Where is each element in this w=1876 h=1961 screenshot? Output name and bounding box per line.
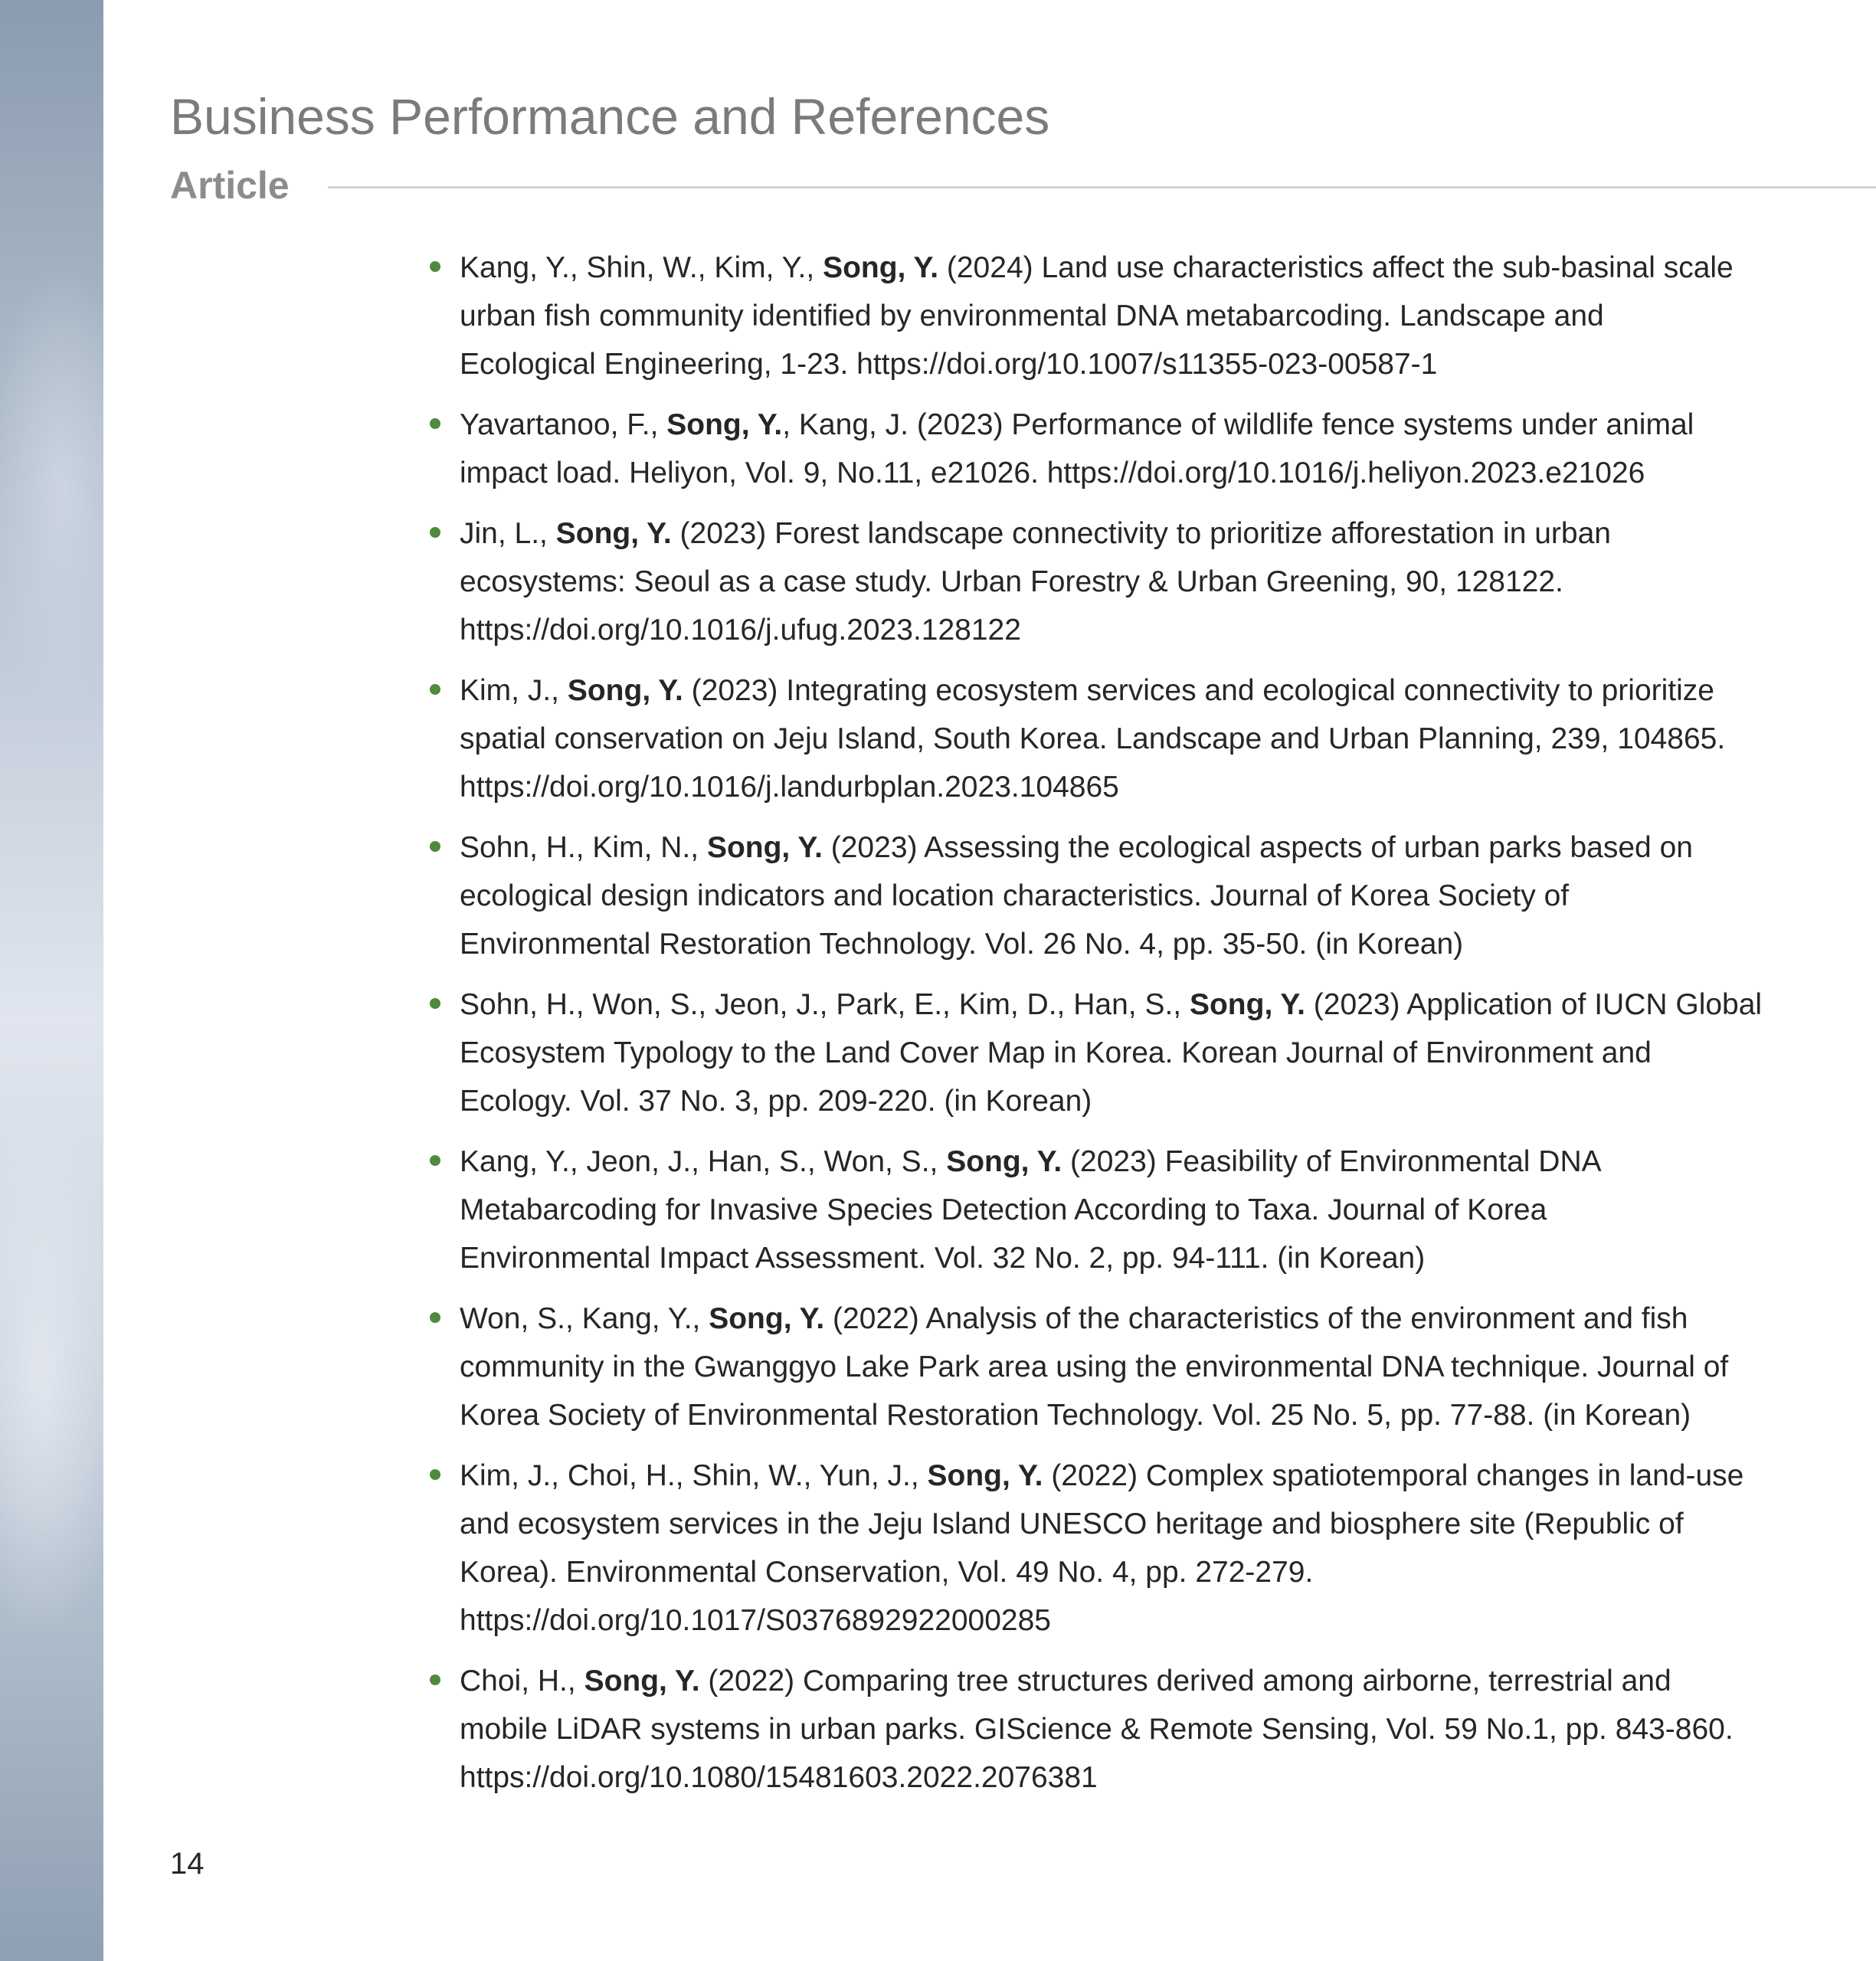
bullet-icon: [430, 841, 440, 852]
reference-line: [460, 872, 1724, 920]
reference-text: Won, S., Kang, Y.,: [460, 1302, 709, 1335]
page-number: 14: [170, 1847, 205, 1881]
highlighted-author: Song, Y.: [584, 1665, 700, 1697]
bullet-icon: [430, 527, 440, 538]
highlighted-author: Song, Y.: [946, 1145, 1062, 1178]
reference-line: [460, 509, 1724, 558]
highlighted-author: Song, Y.: [706, 831, 823, 864]
reference-line: [460, 1657, 1724, 1705]
reference-line: [460, 1138, 1724, 1186]
reference-text: ecological design indicators and location characteristics. Journal of Korea Society of: [460, 879, 1570, 912]
highlighted-author: Song, Y.: [555, 517, 672, 550]
bullet-icon: [430, 998, 440, 1009]
reference-text: (2022) Comparing tree structures derived among airborne, terrestrial and: [699, 1665, 1671, 1697]
reference-line: [460, 449, 1724, 497]
reference-text: (2023) Feasibility of Environmental DNA: [1062, 1145, 1602, 1178]
reference-text: Kang, Y., Shin, W., Kim, Y.,: [460, 251, 823, 284]
reference-line: [460, 715, 1724, 763]
reference-line: [460, 823, 1724, 872]
reference-line: [460, 1077, 1724, 1125]
reference-text: Yavartanoo, F.,: [460, 408, 667, 441]
reference-line: [460, 606, 1724, 654]
bullet-icon: [430, 1675, 440, 1685]
reference-text: (2022) Analysis of the characteristics of the environment and fish: [824, 1302, 1688, 1335]
reference-text: Korea Society of Environmental Restoration Technology. Vol. 25 No. 5, pp. 77-88. (in Korean): [460, 1399, 1691, 1432]
reference-text: https://doi.org/10.1080/15481603.2022.2076381: [460, 1761, 1098, 1794]
reference-line: [460, 1186, 1724, 1234]
highlighted-author: Song, Y.: [1189, 988, 1305, 1021]
bullet-icon: [430, 1469, 440, 1480]
reference-text: Kim, J.,: [460, 674, 568, 707]
reference-line: [460, 1343, 1729, 1391]
reference-line: [460, 763, 1724, 811]
highlighted-author: Song, Y.: [709, 1302, 825, 1335]
reference-line: [460, 340, 1724, 388]
reference-line: [460, 1500, 1724, 1548]
reference-item: [421, 401, 1724, 497]
reference-text: mobile LiDAR systems in urban parks. GIScience & Remote Sensing, Vol. 59 No.1, pp. 843-860.: [460, 1713, 1734, 1746]
reference-text: https://doi.org/10.1017/S0376892922000285: [460, 1604, 1052, 1637]
reference-item: [421, 244, 1734, 388]
reference-item: [421, 980, 1763, 1125]
reference-line: [460, 401, 1724, 449]
reference-text: (2023) Assessing the ecological aspects of urban parks based on: [822, 831, 1693, 864]
reference-text: , Kang, J. (2023) Performance of wildlife fence systems under animal: [782, 408, 1694, 441]
reference-line: [460, 1391, 1724, 1439]
decorative-side-strip: [0, 0, 103, 1961]
reference-line: [460, 1705, 1734, 1753]
section-divider: [328, 186, 1876, 188]
reference-line: [460, 1548, 1724, 1596]
reference-text: impact load. Heliyon, Vol. 9, No.11, e21026. https://doi.org/10.1016/j.heliyon.2023.e21026: [460, 457, 1645, 489]
reference-line: [460, 920, 1724, 968]
reference-text: and ecosystem services in the Jeju Island UNESCO heritage and biosphere site (Republic of: [460, 1508, 1684, 1540]
reference-item: [421, 823, 1724, 968]
reference-line: [460, 1234, 1724, 1282]
reference-text: spatial conservation on Jeju Island, South Korea. Landscape and Urban Planning, 239, 104865.: [460, 722, 1726, 755]
reference-text: (2023) Integrating ecosystem services and ecological connectivity to prioritize: [683, 674, 1714, 707]
bullet-icon: [430, 261, 440, 272]
reference-text: Sohn, H., Won, S., Jeon, J., Park, E., Kim, D., Han, S.,: [460, 988, 1190, 1021]
reference-text: ecosystems: Seoul as a case study. Urban Forestry & Urban Greening, 90, 128122.: [460, 565, 1563, 598]
reference-item: [421, 1295, 1729, 1439]
reference-text: Ecosystem Typology to the Land Cover Map in Korea. Korean Journal of Environment and: [460, 1036, 1652, 1069]
reference-text: https://doi.org/10.1016/j.ufug.2023.128122: [460, 614, 1021, 647]
bullet-icon: [430, 1155, 440, 1166]
reference-line: [460, 1295, 1724, 1343]
reference-text: Sohn, H., Kim, N.,: [460, 831, 707, 864]
reference-line: [460, 292, 1724, 340]
reference-text: (2022) Complex spatiotemporal changes in land-use: [1043, 1459, 1744, 1492]
reference-text: urban fish community identified by environmental DNA metabarcoding. Landscape and: [460, 300, 1604, 332]
reference-text: (2023) Application of IUCN Global: [1305, 988, 1763, 1021]
reference-text: Metabarcoding for Invasive Species Detection According to Taxa. Journal of Korea: [460, 1193, 1547, 1226]
highlighted-author: Song, Y.: [823, 251, 939, 284]
reference-line: [460, 1029, 1724, 1077]
bullet-icon: [430, 684, 440, 695]
reference-line: [460, 244, 1734, 292]
reference-text: Kang, Y., Jeon, J., Han, S., Won, S.,: [460, 1145, 947, 1178]
reference-line: [460, 980, 1763, 1029]
page-title: Business Performance and References: [170, 88, 1050, 145]
reference-text: Environmental Impact Assessment. Vol. 32 No. 2, pp. 94-111. (in Korean): [460, 1242, 1426, 1275]
reference-text: Kim, J., Choi, H., Shin, W., Yun, J.,: [460, 1459, 928, 1492]
reference-text: Jin, L.,: [460, 517, 556, 550]
reference-line: [460, 1452, 1744, 1500]
reference-text: https://doi.org/10.1016/j.landurbplan.2023.104865: [460, 771, 1119, 804]
reference-line: [460, 1753, 1724, 1802]
reference-line: [460, 666, 1724, 715]
reference-text: Environmental Restoration Technology. Vol. 26 No. 4, pp. 35-50. (in Korean): [460, 928, 1464, 961]
reference-text: Ecology. Vol. 37 No. 3, pp. 209-220. (in Korean): [460, 1085, 1092, 1118]
reference-text: (2023) Forest landscape connectivity to prioritize afforestation in urban: [671, 517, 1611, 550]
reference-text: (2024) Land use characteristics affect the sub-basinal scale: [938, 251, 1734, 284]
reference-item: [421, 1138, 1724, 1282]
reference-item: [421, 666, 1724, 811]
highlighted-author: Song, Y.: [567, 674, 683, 707]
section-heading: Article: [170, 164, 290, 207]
reference-line: [460, 1596, 1724, 1645]
highlighted-author: Song, Y.: [927, 1459, 1043, 1492]
reference-item: [421, 1657, 1734, 1802]
reference-list: [421, 244, 1763, 1814]
reference-text: Ecological Engineering, 1-23. https://doi.org/10.1007/s11355-023-00587-1: [460, 348, 1438, 381]
reference-item: [421, 1452, 1744, 1645]
reference-text: community in the Gwanggyo Lake Park area using the environmental DNA technique. Journal of: [460, 1350, 1729, 1383]
reference-line: [460, 558, 1724, 606]
bullet-icon: [430, 418, 440, 429]
reference-item: [421, 509, 1724, 654]
highlighted-author: Song, Y.: [666, 408, 783, 441]
reference-text: Korea). Environmental Conservation, Vol. 49 No. 4, pp. 272-279.: [460, 1556, 1314, 1589]
bullet-icon: [430, 1312, 440, 1323]
reference-text: Choi, H.,: [460, 1665, 584, 1697]
